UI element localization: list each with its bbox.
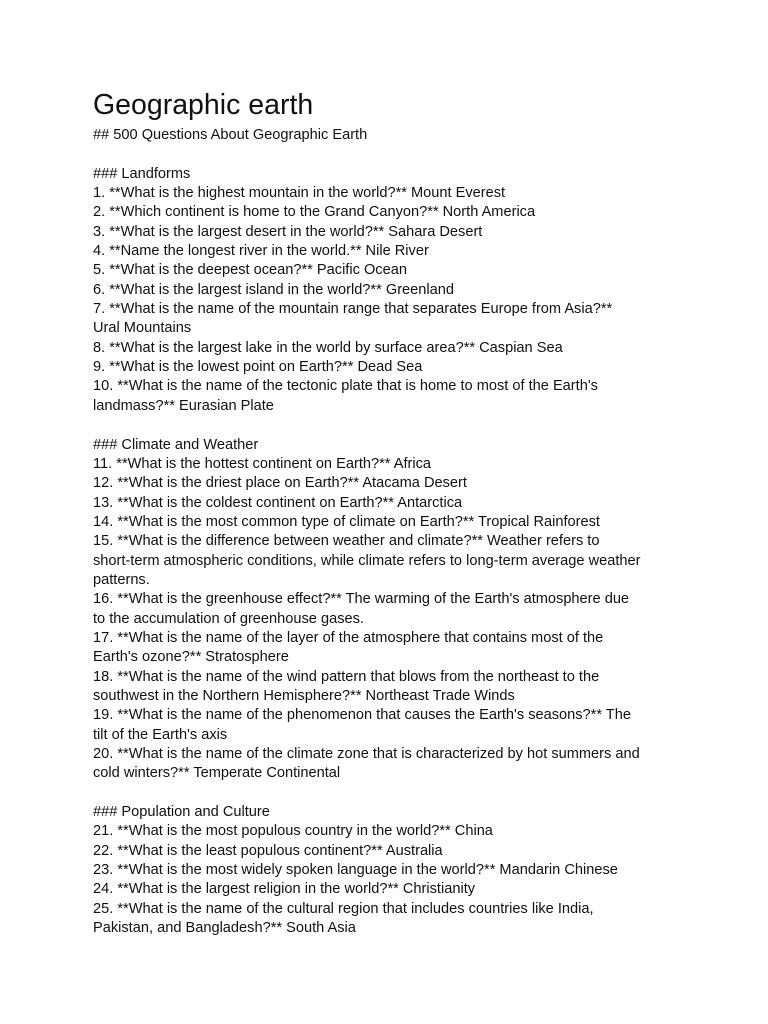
- question-line: to the accumulation of greenhouse gases.: [93, 610, 364, 627]
- question-line: 20. **What is the name of the climate zone that is characterized by hot summers and: [93, 746, 640, 762]
- question-line: 3. **What is the largest desert in the world?** Sahara Desert: [93, 223, 483, 240]
- section-heading: ### Landforms: [93, 165, 191, 182]
- question-line: 11. **What is the hottest continent on Earth?** Africa: [93, 455, 432, 472]
- question-line: patterns.: [93, 571, 150, 588]
- blank-line: [93, 145, 683, 164]
- question-line: southwest in the Northern Hemisphere?** Northeast Trade Winds: [93, 687, 515, 704]
- question-line: 25. **What is the name of the cultural region that includes countries like India,: [93, 900, 594, 917]
- question-line: 15. **What is the difference between weather and climate?** Weather refers to: [93, 533, 600, 550]
- section-climate-weather: [93, 436, 683, 784]
- question-line: Earth's ozone?** Stratosphere: [93, 649, 289, 666]
- question-line: 4. **Name the longest river in the world.** Nile River: [93, 243, 429, 260]
- question-line: tilt of the Earth's axis: [93, 726, 228, 743]
- question-line: 14. **What is the most common type of climate on Earth?** Tropical Rainforest: [93, 513, 600, 530]
- question-line: 6. **What is the largest island in the world?** Greenland: [93, 281, 454, 298]
- question-line: 21. **What is the most populous country in the world?** China: [93, 823, 493, 840]
- section-landforms: [93, 165, 683, 416]
- question-line: short-term atmospheric conditions, while climate refers to long-term average weather: [93, 552, 641, 569]
- question-line: 22. **What is the least populous continent?** Australia: [93, 842, 443, 859]
- document-subtitle: ## 500 Questions About Geographic Earth: [93, 127, 368, 143]
- question-line: 19. **What is the name of the phenomenon that causes the Earth's seasons?** The: [93, 707, 631, 724]
- question-line: 9. **What is the lowest point on Earth?** Dead Sea: [93, 359, 423, 376]
- question-line: Ural Mountains: [93, 320, 192, 337]
- blank-line: [93, 784, 683, 803]
- question-line: landmass?** Eurasian Plate: [93, 397, 274, 414]
- section-heading: ### Climate and Weather: [93, 436, 259, 453]
- question-line: 10. **What is the name of the tectonic plate that is home to most of the Earth's: [93, 378, 598, 395]
- blank-line: [93, 416, 683, 435]
- question-line: 12. **What is the driest place on Earth?** Atacama Desert: [93, 475, 467, 492]
- page-title: Geographic earth: [93, 89, 314, 121]
- question-line: 23. **What is the most widely spoken language in the world?** Mandarin Chinese: [93, 862, 618, 879]
- question-line: 2. **Which continent is home to the Grand Canyon?** North America: [93, 204, 536, 221]
- question-line: 17. **What is the name of the layer of the atmosphere that contains most of the: [93, 629, 604, 646]
- question-line: 13. **What is the coldest continent on Earth?** Antarctica: [93, 494, 463, 511]
- question-line: 7. **What is the name of the mountain range that separates Europe from Asia?**: [93, 301, 613, 318]
- question-line: 18. **What is the name of the wind pattern that blows from the northeast to the: [93, 668, 600, 685]
- question-line: 5. **What is the deepest ocean?** Pacific Ocean: [93, 262, 407, 279]
- question-line: 8. **What is the largest lake in the world by surface area?** Caspian Sea: [93, 339, 563, 356]
- section-heading: ### Population and Culture: [93, 804, 270, 821]
- question-line: Pakistan, and Bangladesh?** South Asia: [93, 920, 356, 937]
- document-body: [93, 86, 683, 938]
- question-line: 1. **What is the highest mountain in the world?** Mount Everest: [93, 185, 506, 202]
- question-line: 16. **What is the greenhouse effect?** The warming of the Earth's atmosphere due: [93, 591, 630, 608]
- section-population-culture: [93, 803, 683, 938]
- question-line: cold winters?** Temperate Continental: [93, 765, 341, 782]
- question-line: 24. **What is the largest religion in the world?** Christianity: [93, 881, 476, 898]
